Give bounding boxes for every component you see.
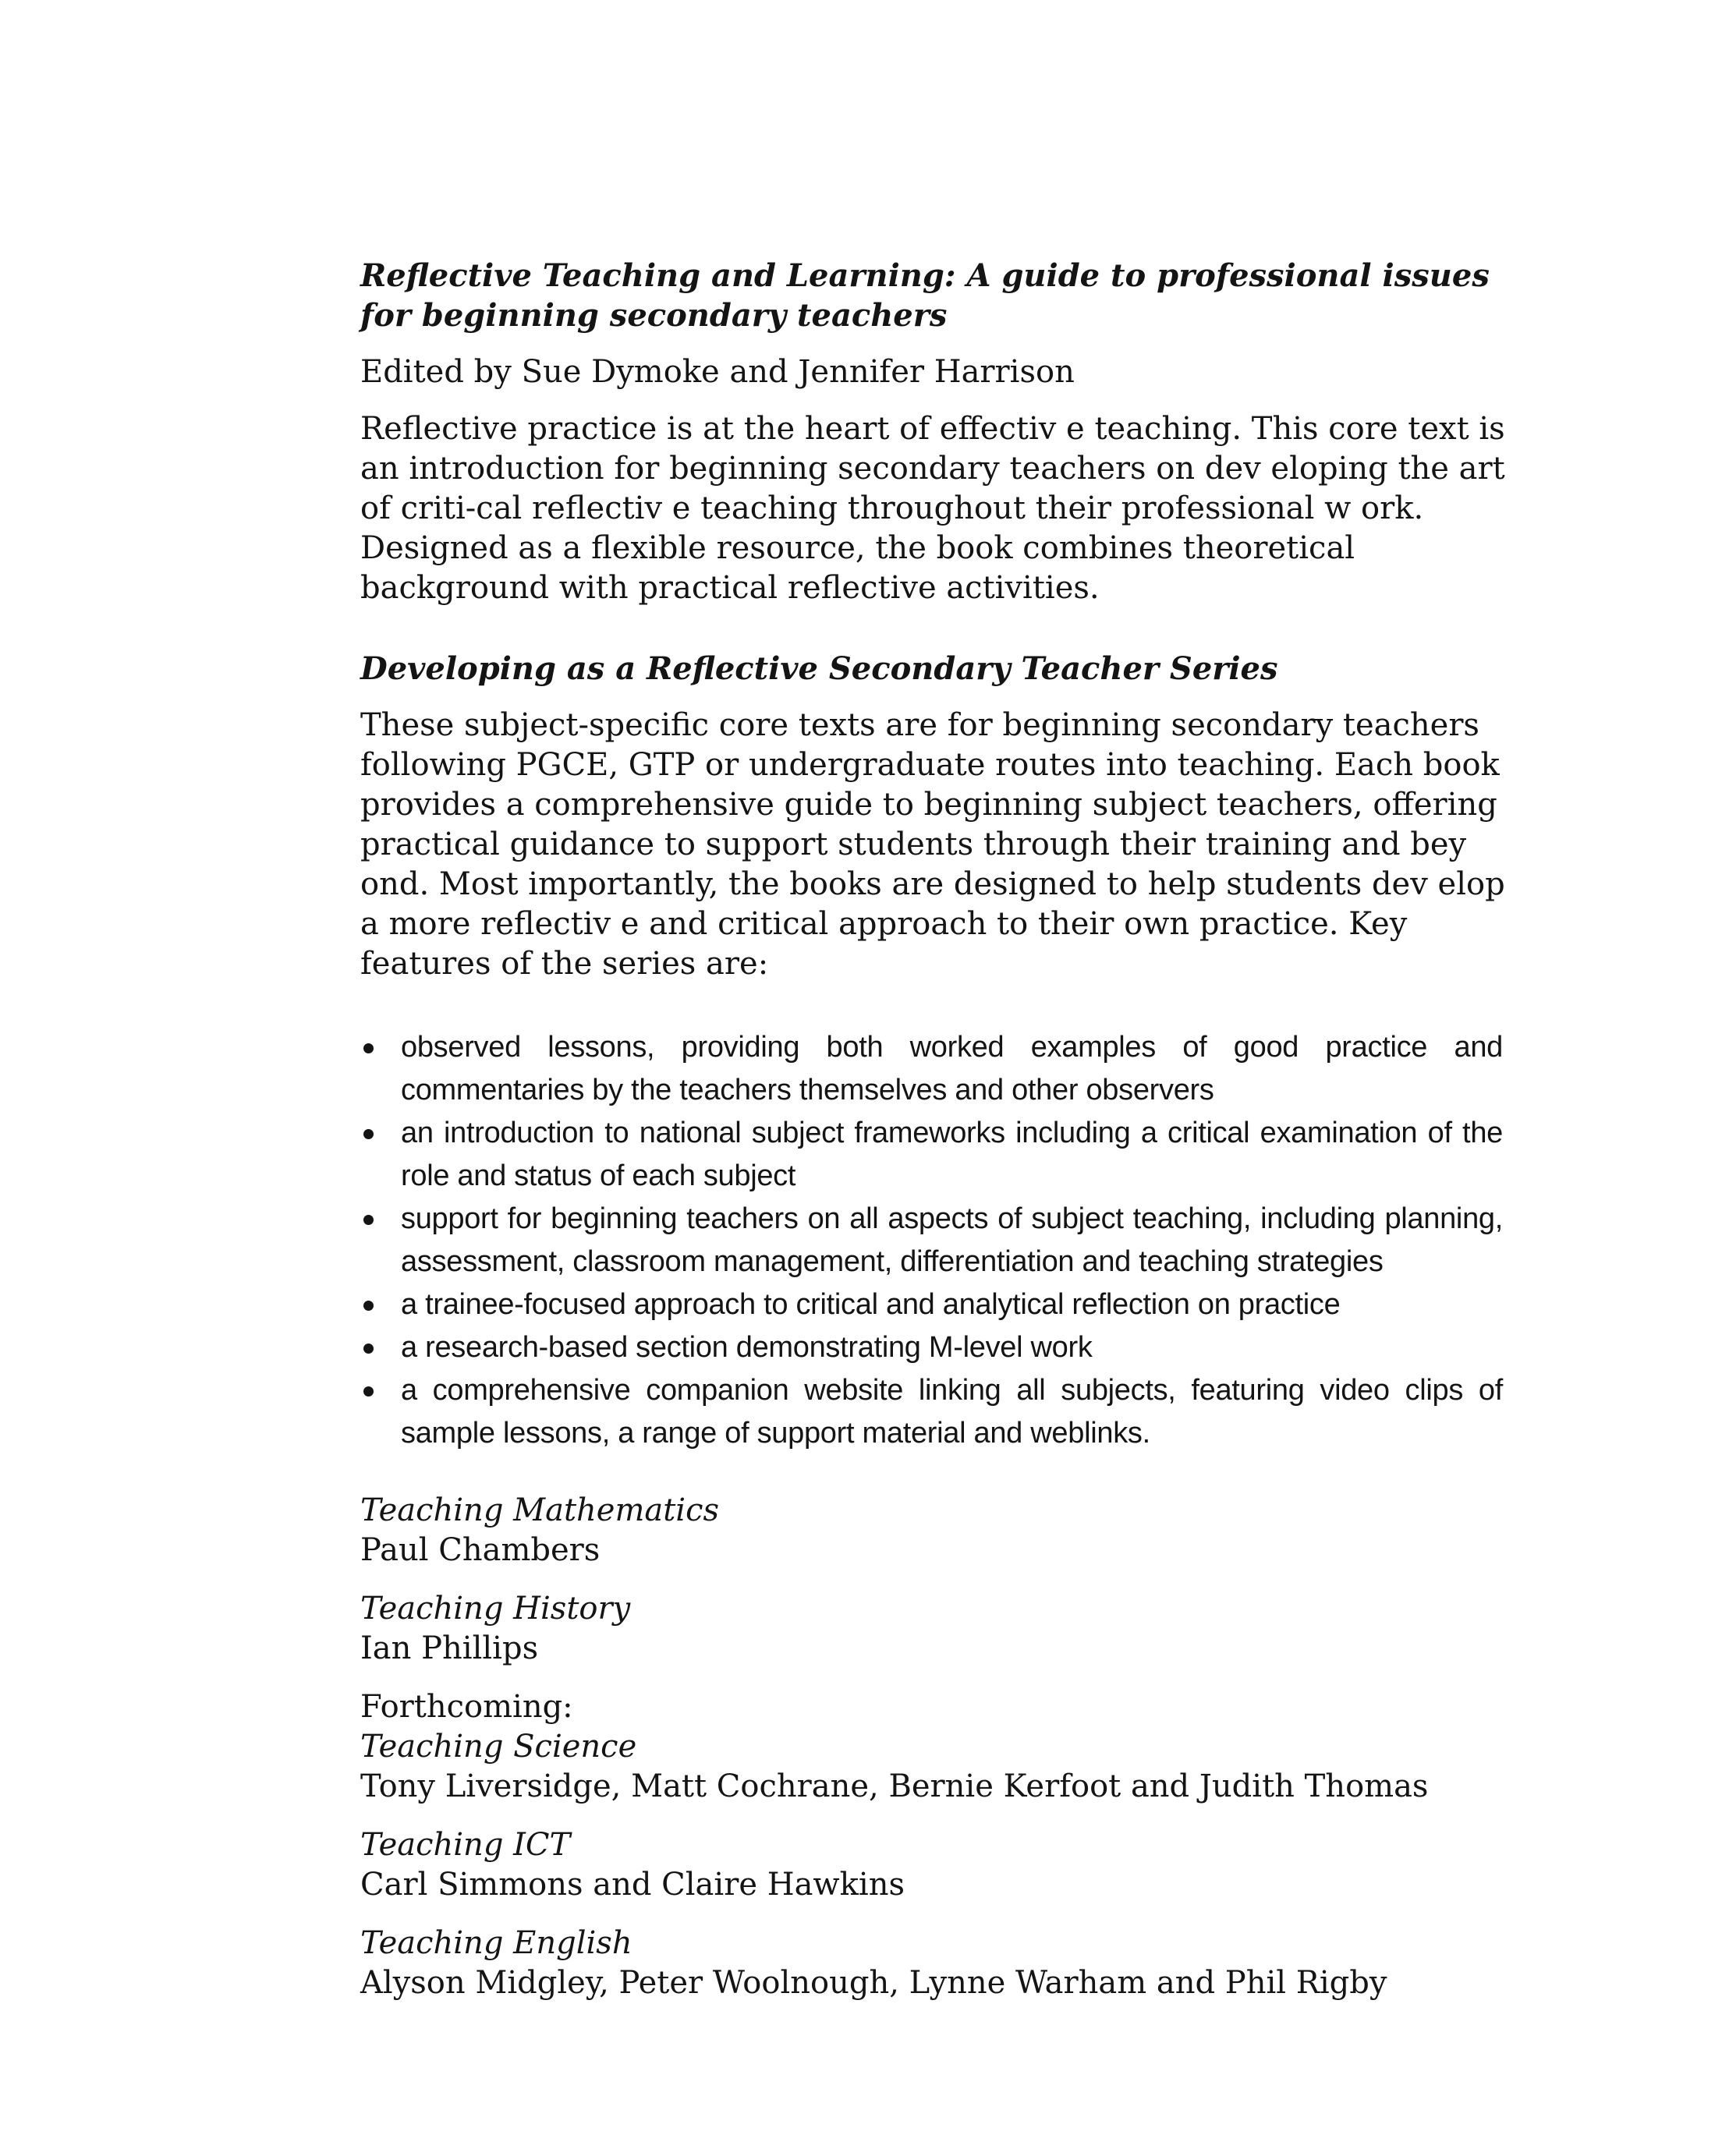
bullet-icon <box>363 1215 374 1225</box>
series-book-author: Paul Chambers <box>360 1532 601 1568</box>
document-body <box>360 256 1515 2003</box>
book-entry <box>360 1924 1515 2003</box>
feature-text: a trainee-focused approach to critical and analytical reflection on practice <box>401 1288 1341 1321</box>
book-title: Reflective Teaching and Learning: A guide to professional issues for beginning secondary teachers <box>360 257 1490 334</box>
series-book-title: Teaching Science <box>360 1729 637 1765</box>
series-book-title: Teaching English <box>360 1925 632 1961</box>
book-entry <box>360 1825 1515 1905</box>
feature-text: a research-based section demonstrating M-level work <box>401 1331 1093 1364</box>
feature-list <box>360 1026 1503 1455</box>
series-book-title: Teaching History <box>360 1591 631 1627</box>
book-editors: Edited by Sue Dymoke and Jennifer Harrison <box>360 354 1075 390</box>
forthcoming-label: Forthcoming: <box>360 1689 573 1725</box>
feature-text: an introduction to national subject frameworks including a critical examination of the role and status of each subject <box>401 1117 1503 1192</box>
series-book-title: Teaching Mathematics <box>360 1492 720 1528</box>
feature-text: support for beginning teachers on all aspects of subject teaching, including planning, assessment, classroom management, differentiation and teaching strategies <box>401 1202 1503 1278</box>
book-entry <box>360 1589 1515 1669</box>
book-description: Reflective practice is at the heart of effectiv e teaching. This core text is an introduction for beginning secondary teachers on dev eloping the art of criti-cal reflectiv e teaching throughout their professional w ork. Designed as a flexible resource, the book combines theoretical background with practical reflective activities. <box>360 411 1505 606</box>
series-book-author: Ian Phillips <box>360 1630 539 1666</box>
bullet-icon <box>363 1043 374 1053</box>
series-book-author: Alyson Midgley, Peter Woolnough, Lynne Warham and Phil Rigby <box>360 1965 1387 2001</box>
list-item <box>360 1326 1503 1369</box>
feature-text: observed lessons, providing both worked examples of good practice and commentaries by the teachers themselves and other observers <box>401 1031 1503 1106</box>
book-entry <box>360 1727 1515 1807</box>
list-item <box>360 1369 1503 1455</box>
list-item <box>360 1112 1503 1198</box>
list-item <box>360 1026 1503 1112</box>
bullet-icon <box>363 1129 374 1139</box>
bullet-icon <box>363 1301 374 1311</box>
forthcoming-titles <box>360 1687 1515 2003</box>
series-book-author: Tony Liversidge, Matt Cochrane, Bernie Kerfoot and Judith Thomas <box>360 1768 1429 1804</box>
book-entry <box>360 1491 1515 1570</box>
series-intro: These subject-specific core texts are for beginning secondary teachers following PGCE, GTP or undergraduate routes into teaching. Each book provides a comprehensive guide to beginning subject teachers, offering practical guidance to support students through their training and bey ond. Most importantly, the books are designed to help students dev elop a more reflectiv e and critical approach to their own practice. Key features of the series are: <box>360 707 1505 982</box>
published-titles <box>360 1491 1515 1669</box>
series-book-author: Carl Simmons and Claire Hawkins <box>360 1867 905 1903</box>
series-heading: Developing as a Reflective Secondary Teacher Series <box>360 650 1278 687</box>
list-item <box>360 1283 1503 1326</box>
bullet-icon <box>363 1344 374 1354</box>
series-book-title: Teaching ICT <box>360 1827 571 1863</box>
list-item <box>360 1198 1503 1283</box>
bullet-icon <box>363 1386 374 1397</box>
feature-text: a comprehensive companion website linking all subjects, featuring video clips of sample lessons, a range of support material and weblinks. <box>401 1374 1503 1450</box>
